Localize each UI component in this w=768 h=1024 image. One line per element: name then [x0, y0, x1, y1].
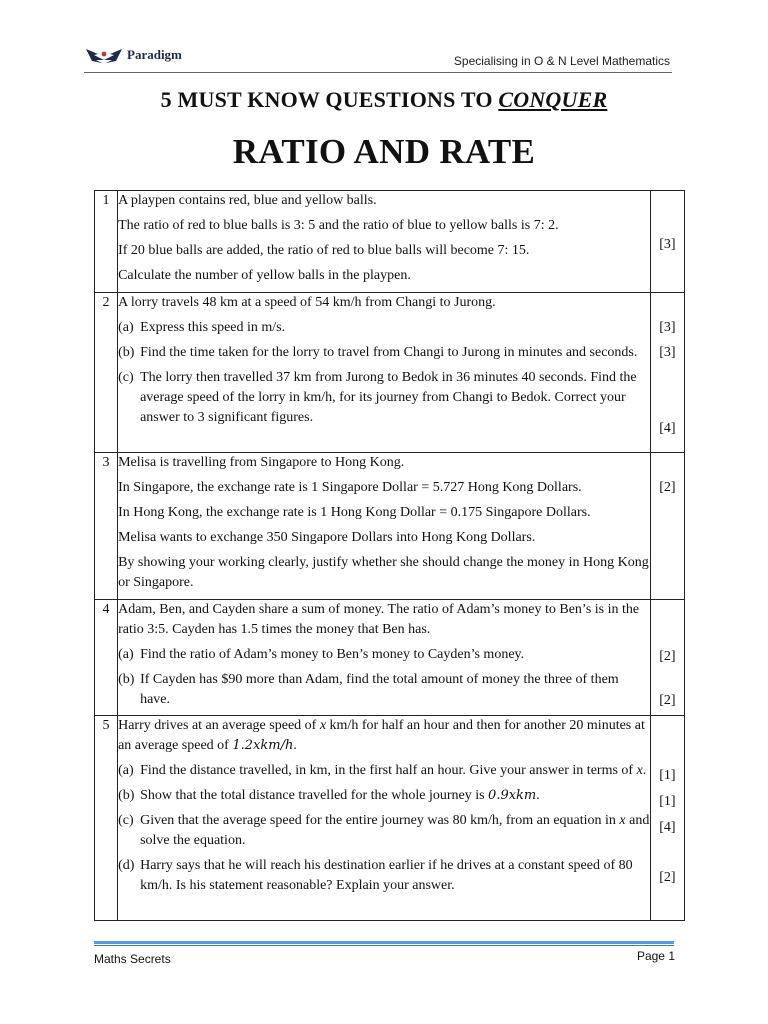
question-text: If 20 blue balls are added, the ratio of red to blue balls will become 7: 15.: [118, 243, 530, 258]
mark-allocation: [1]: [659, 794, 676, 809]
question-part: [118, 318, 650, 338]
variable: x: [319, 718, 327, 733]
question-body: [118, 191, 651, 293]
question-part: [118, 786, 650, 806]
question-text: Melisa wants to exchange 350 Singapore Dollars into Hong Kong Dollars.: [118, 530, 536, 545]
question-number: 2: [95, 293, 118, 453]
marks-cell: [650, 293, 684, 453]
question-part: [118, 670, 650, 710]
part-label: (c): [118, 813, 134, 828]
mark-allocation: [1]: [659, 768, 676, 783]
part-text: Express this speed in m/s.: [140, 320, 286, 335]
question-intro: [118, 716, 650, 756]
question-number: 4: [95, 600, 118, 716]
question-intro: Adam, Ben, and Cayden share a sum of money. The ratio of Adam’s money to Ben’s is in the ratio 3:5. Cayden has 1.5 times the money that Ben has.: [118, 602, 640, 637]
header-divider: [84, 72, 672, 73]
part-text-segment: Show that the total distance travelled for the whole journey is: [140, 788, 489, 803]
question-row-1: [95, 191, 685, 293]
question-body: [118, 293, 651, 453]
question-number: 5: [95, 716, 118, 921]
wings-icon: [84, 46, 124, 64]
part-label: (a): [118, 763, 134, 778]
mark-allocation: [2]: [659, 649, 676, 664]
math-expression: 1.2xkm/h: [232, 738, 294, 753]
question-text: In Singapore, the exchange rate is 1 Singapore Dollar = 5.727 Hong Kong Dollars.: [118, 480, 582, 495]
question-text: By showing your working clearly, justify whether she should change the money in Hong Kong or Singapore.: [118, 555, 649, 590]
footer-divider-thin: [94, 945, 674, 946]
intro-text: Harry drives at an average speed of: [118, 718, 320, 733]
header-tagline: Specialising in O & N Level Mathematics: [453, 54, 670, 68]
part-text: [140, 761, 650, 781]
footer-title: Maths Secrets: [94, 952, 171, 966]
footer-divider: [94, 941, 674, 944]
variable: x: [636, 763, 643, 778]
brand-name: Paradigm: [127, 47, 182, 62]
intro-text: .: [293, 738, 297, 753]
question-part: [118, 343, 650, 363]
mark-allocation: [4]: [659, 820, 676, 835]
question-part: [118, 856, 650, 896]
part-label: (c): [118, 370, 134, 385]
question-text: Calculate the number of yellow balls in the playpen.: [118, 268, 411, 283]
subtitle-emphasis: CONQUER: [498, 87, 608, 112]
question-row-5: [95, 716, 685, 921]
part-text: Harry says that he will reach his destination earlier if he drives at a constant speed of 80 km/h. Is his statement reasonable? Explain your answer.: [140, 858, 633, 893]
question-row-4: [95, 600, 685, 716]
part-text: Find the time taken for the lorry to travel from Changi to Jurong in minutes and seconds.: [140, 345, 638, 360]
part-text-segment: .: [536, 788, 540, 803]
question-text: The ratio of red to blue balls is 3: 5 and the ratio of blue to yellow balls is 7: 2.: [118, 218, 559, 233]
question-number: 3: [95, 453, 118, 600]
question-text: A playpen contains red, blue and yellow balls.: [118, 193, 377, 208]
page-header: [84, 44, 670, 72]
marks-cell: [650, 716, 684, 921]
document-subtitle: [0, 87, 768, 113]
mark-allocation: [3]: [659, 345, 676, 360]
part-text: Find the ratio of Adam’s money to Ben’s money to Cayden’s money.: [140, 647, 525, 662]
part-text-segment: Find the distance travelled, in km, in the first half an hour. Give your answer in terms of: [140, 763, 637, 778]
questions-table: [94, 190, 685, 921]
part-label: (a): [118, 647, 134, 662]
part-label: (b): [118, 788, 135, 803]
part-label: (b): [118, 672, 135, 687]
subtitle-prefix: 5 MUST KNOW QUESTIONS TO: [160, 87, 499, 112]
part-label: (b): [118, 345, 135, 360]
part-text-segment: .: [642, 763, 647, 778]
question-part: [118, 761, 650, 781]
math-expression: 0.9xkm: [488, 788, 537, 803]
document-title: RATIO AND RATE: [232, 132, 536, 171]
question-part: [118, 811, 650, 851]
mark-allocation: [4]: [659, 421, 676, 436]
question-row-2: [95, 293, 685, 453]
page-number: Page 1: [636, 949, 675, 963]
part-label: (a): [118, 320, 134, 335]
question-text: In Hong Kong, the exchange rate is 1 Hong Kong Dollar = 0.175 Singapore Dollars.: [118, 505, 591, 520]
question-text: Melisa is travelling from Singapore to Hong Kong.: [118, 455, 405, 470]
part-text-segment: Given that the average speed for the entire journey was 80 km/h, from an equation in: [140, 813, 620, 828]
brand-logo: [84, 46, 182, 64]
mark-allocation: [3]: [659, 237, 676, 252]
part-label: (d): [118, 858, 135, 873]
part-text: [140, 786, 650, 806]
question-row-3: [95, 453, 685, 600]
question-body: [118, 600, 651, 716]
variable: x: [619, 813, 626, 828]
question-body: [118, 453, 651, 600]
marks-cell: [650, 600, 684, 716]
intro-text: km/h for half an hour and then for another 20 minutes at an average speed of: [118, 718, 645, 753]
part-text-segment: and solve the equation.: [140, 813, 650, 848]
part-text: [140, 811, 650, 851]
question-part: [118, 645, 650, 665]
part-text: If Cayden has $90 more than Adam, find the total amount of money the three of them have.: [140, 672, 619, 707]
marks-cell: [650, 191, 684, 293]
question-body: [118, 716, 651, 921]
mark-allocation: [2]: [659, 870, 676, 885]
mark-allocation: [2]: [659, 693, 676, 708]
question-part: [118, 368, 650, 428]
mark-allocation: [2]: [659, 480, 676, 495]
mark-allocation: [3]: [659, 320, 676, 335]
question-number: 1: [95, 191, 118, 293]
marks-cell: [650, 453, 684, 600]
question-intro: A lorry travels 48 km at a speed of 54 km/h from Changi to Jurong.: [118, 295, 496, 310]
part-text: The lorry then travelled 37 km from Jurong to Bedok in 36 minutes 40 seconds. Find the average speed of the lorry in km/h, for its journey from Changi to Bedok. Correct your answer to 3 significant figures.: [140, 370, 637, 425]
